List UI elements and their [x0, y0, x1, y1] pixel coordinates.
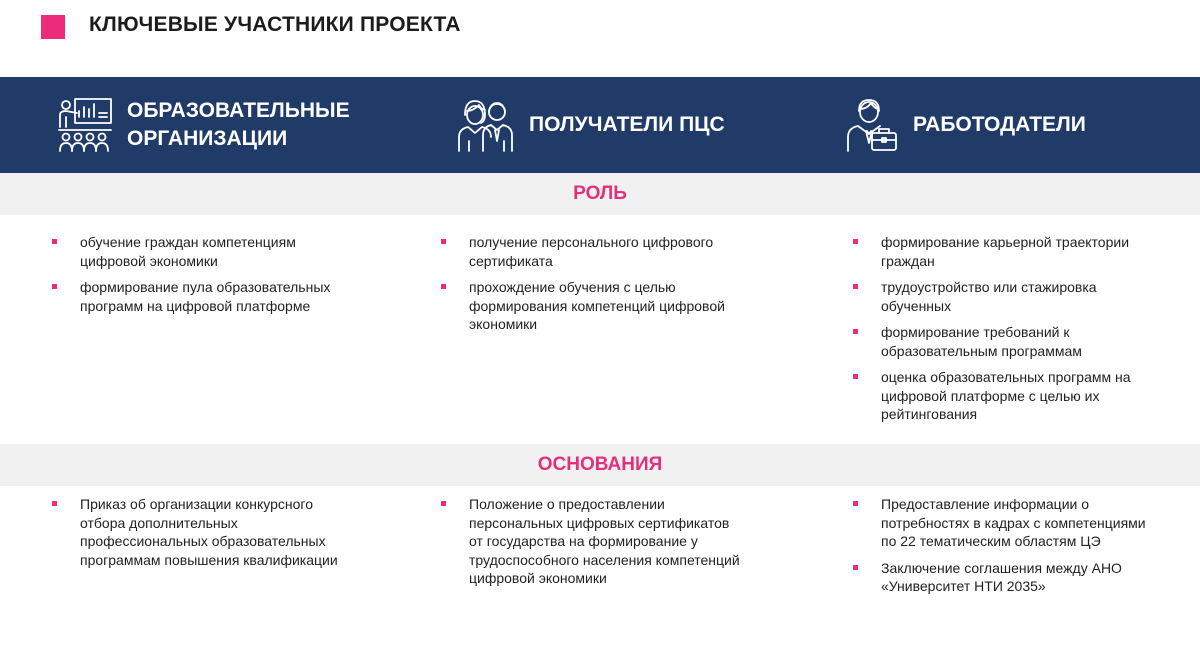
- bullet-square-icon: [853, 565, 858, 570]
- column-heading-label: ПОЛУЧАТЕЛИ ПЦС: [529, 113, 725, 136]
- list-item: оценка образовательных программ на цифровой платформе с целью их рейтингования: [853, 368, 1153, 424]
- bullet-square-icon: [52, 284, 57, 289]
- list-item: прохождение обучения с целью формирования компетенций цифровой экономики: [441, 278, 741, 334]
- employer-briefcase-icon: [845, 97, 899, 153]
- section-title-basis: ОСНОВАНИЯ: [537, 454, 663, 475]
- role-list-educational: [52, 233, 352, 323]
- column-heading-label: РАБОТОДАТЕЛИ: [913, 113, 1086, 136]
- bullet-square-icon: [853, 501, 858, 506]
- column-heading-educational: [57, 77, 350, 173]
- bullet-square-icon: [853, 329, 858, 334]
- list-item: формирование карьерной траектории граждан: [853, 233, 1153, 270]
- basis-section-band: [0, 444, 1200, 486]
- page-title: КЛЮЧЕВЫЕ УЧАСТНИКИ ПРОЕКТА: [89, 13, 461, 36]
- participants-header-band: [0, 77, 1200, 173]
- list-item: трудоустройство или стажировка обученных: [853, 278, 1153, 315]
- basis-list-employers: [853, 495, 1153, 604]
- title-accent-square: [41, 15, 65, 39]
- list-item: обучение граждан компетенциям цифровой экономики: [52, 233, 352, 270]
- column-heading-employers: [845, 77, 1086, 173]
- bullet-square-icon: [441, 501, 446, 506]
- bullet-square-icon: [853, 239, 858, 244]
- bullet-square-icon: [52, 239, 57, 244]
- list-item: Приказ об организации конкурсного отбора дополнительных профессиональных образовательных программам повышения квалификации: [52, 495, 352, 569]
- bullet-square-icon: [441, 239, 446, 244]
- role-list-recipients: [441, 233, 741, 342]
- list-item: получение персонального цифрового сертификата: [441, 233, 741, 270]
- list-item: Предоставление информации о потребностях в кадрах с компетенциями по 22 тематическим областям ЦЭ: [853, 495, 1153, 551]
- list-item: формирование требований к образовательным программам: [853, 323, 1153, 360]
- role-section-band: [0, 173, 1200, 215]
- basis-list-educational: [52, 495, 352, 577]
- list-item: Положение о предоставлении персональных цифровых сертификатов от государства на формирование у трудоспособного населения компетенций цифровой экономики: [441, 495, 741, 588]
- role-list-employers: [853, 233, 1153, 432]
- column-heading-recipients: [457, 77, 725, 173]
- column-heading-label: ОБРАЗОВАТЕЛЬНЫЕ ОРГАНИЗАЦИИ: [127, 99, 350, 150]
- classroom-presentation-icon: [57, 97, 113, 153]
- list-item: формирование пула образовательных программ на цифровой платформе: [52, 278, 352, 315]
- bullet-square-icon: [853, 374, 858, 379]
- bullet-square-icon: [52, 501, 57, 506]
- list-item: Заключение соглашения между АНО «Университет НТИ 2035»: [853, 559, 1153, 596]
- bullet-square-icon: [853, 284, 858, 289]
- bullet-square-icon: [441, 284, 446, 289]
- section-title-role: РОЛЬ: [573, 183, 627, 204]
- people-pair-icon: [457, 97, 515, 153]
- basis-list-recipients: [441, 495, 741, 596]
